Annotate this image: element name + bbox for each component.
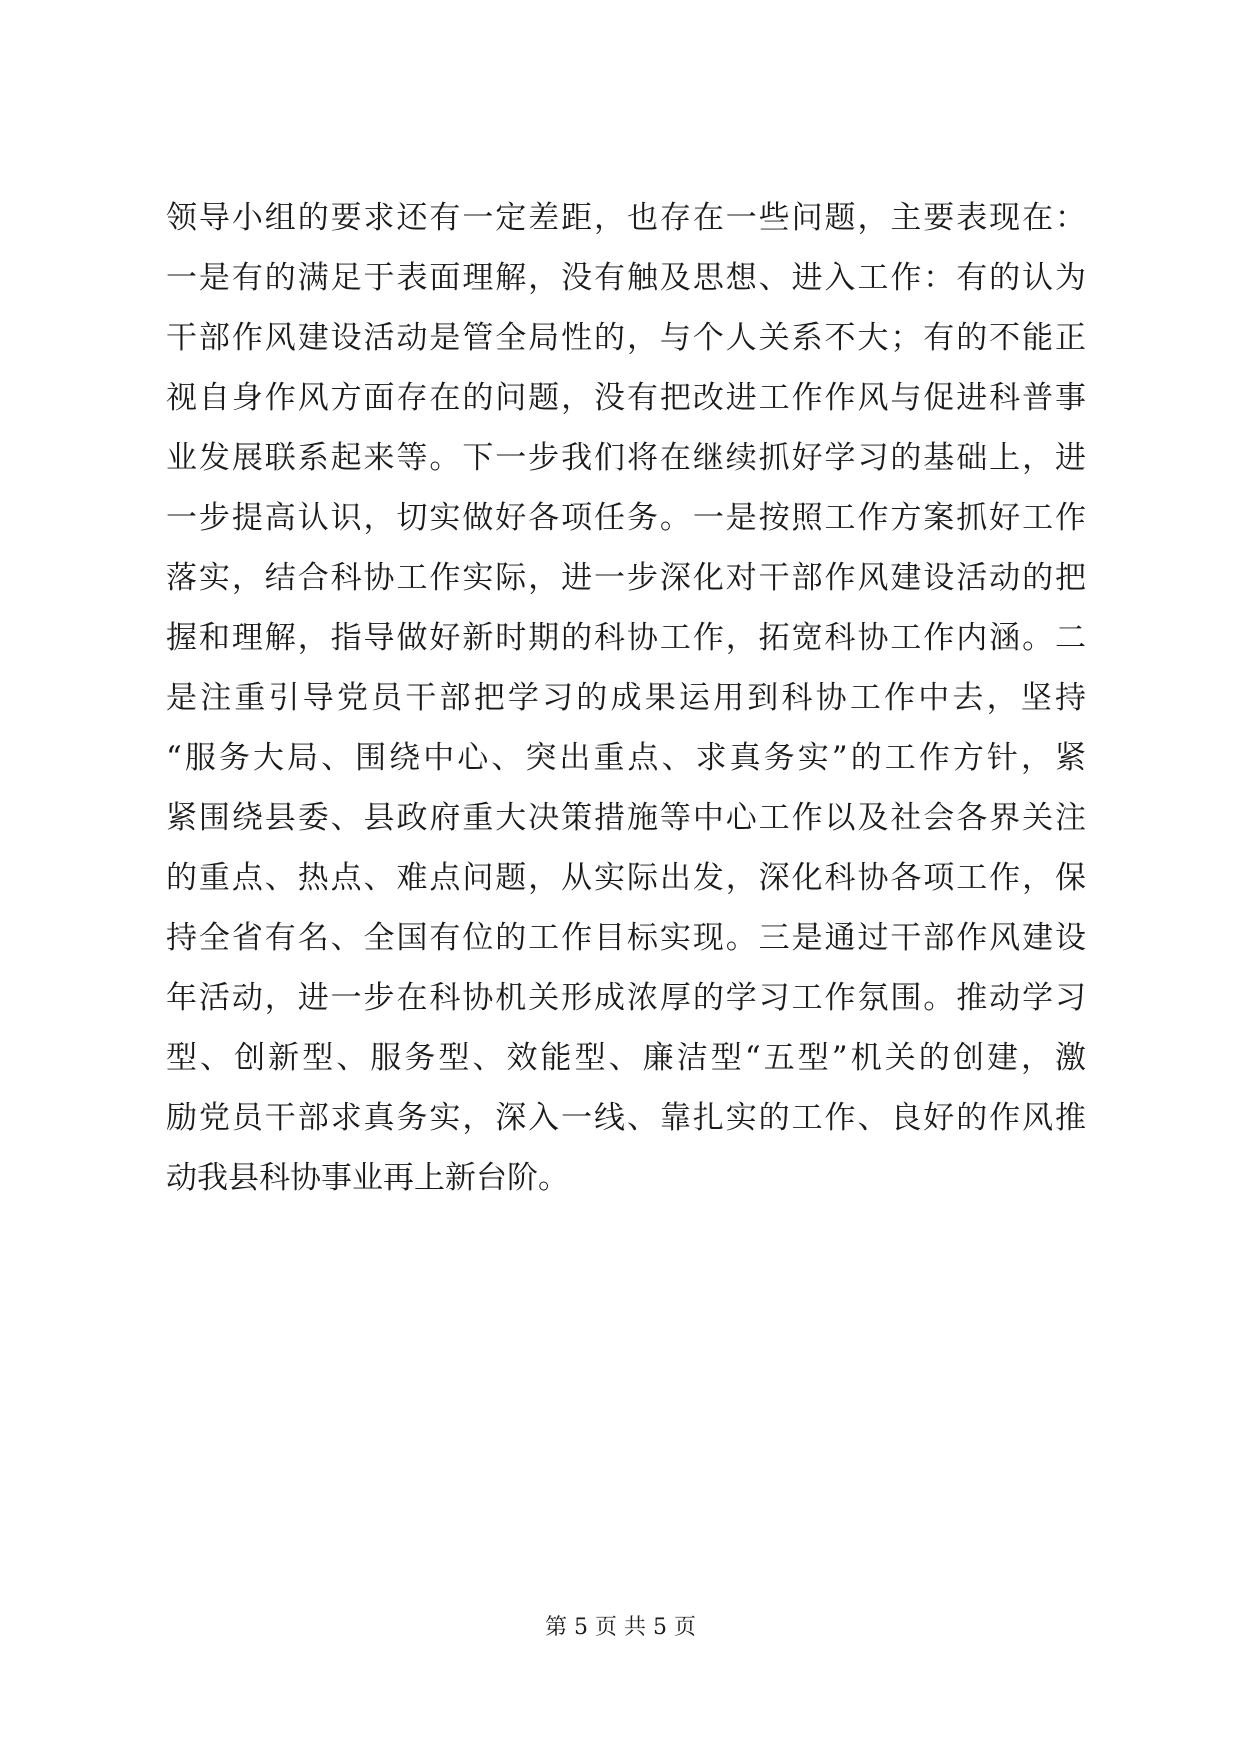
text-line: 落实，结合科协工作实际，进一步深化对干部作风建设活动的把 (166, 560, 1086, 596)
text-line: 紧围绕县委、县政府重大决策措施等中心工作以及社会各界关注 (166, 800, 1086, 836)
text-line: 励党员干部求真务实，深入一线、靠扎实的工作、良好的作风推 (166, 1100, 1086, 1136)
text-line: 持全省有名、全国有位的工作目标实现。三是通过干部作风建设 (166, 920, 1086, 956)
text-line: 领导小组的要求还有一定差距，也存在一些问题，主要表现在： (166, 200, 1086, 236)
text-line: 一是有的满足于表面理解，没有触及思想、进入工作：有的认为 (166, 260, 1086, 296)
text-line: 干部作风建设活动是管全局性的，与个人关系不大；有的不能正 (166, 320, 1086, 356)
text-line: 业发展联系起来等。下一步我们将在继续抓好学习的基础上，进 (166, 440, 1086, 476)
text-line-last: 动我县科协事业再上新台阶。 (166, 1160, 569, 1196)
text-line: 型、创新型、服务型、效能型、廉洁型“五型”机关的创建，激 (166, 1040, 1086, 1076)
text-line: 握和理解，指导做好新时期的科协工作，拓宽科协工作内涵。二 (166, 620, 1086, 656)
text-line: 视自身作风方面存在的问题，没有把改进工作作风与促进科普事 (166, 380, 1086, 416)
text-line: 的重点、热点、难点问题，从实际出发，深化科协各项工作，保 (166, 860, 1086, 896)
text-line: “服务大局、围绕中心、突出重点、求真务实”的工作方针，紧 (166, 740, 1086, 776)
body-paragraph (166, 188, 1086, 1208)
page-number-footer: 第 5 页 共 5 页 (545, 1615, 696, 1640)
text-line: 是注重引导党员干部把学习的成果运用到科协工作中去，坚持 (166, 680, 1086, 716)
text-line: 一步提高认识，切实做好各项任务。一是按照工作方案抓好工作 (166, 500, 1086, 536)
text-line: 年活动，进一步在科协机关形成浓厚的学习工作氛围。推动学习 (166, 980, 1086, 1016)
